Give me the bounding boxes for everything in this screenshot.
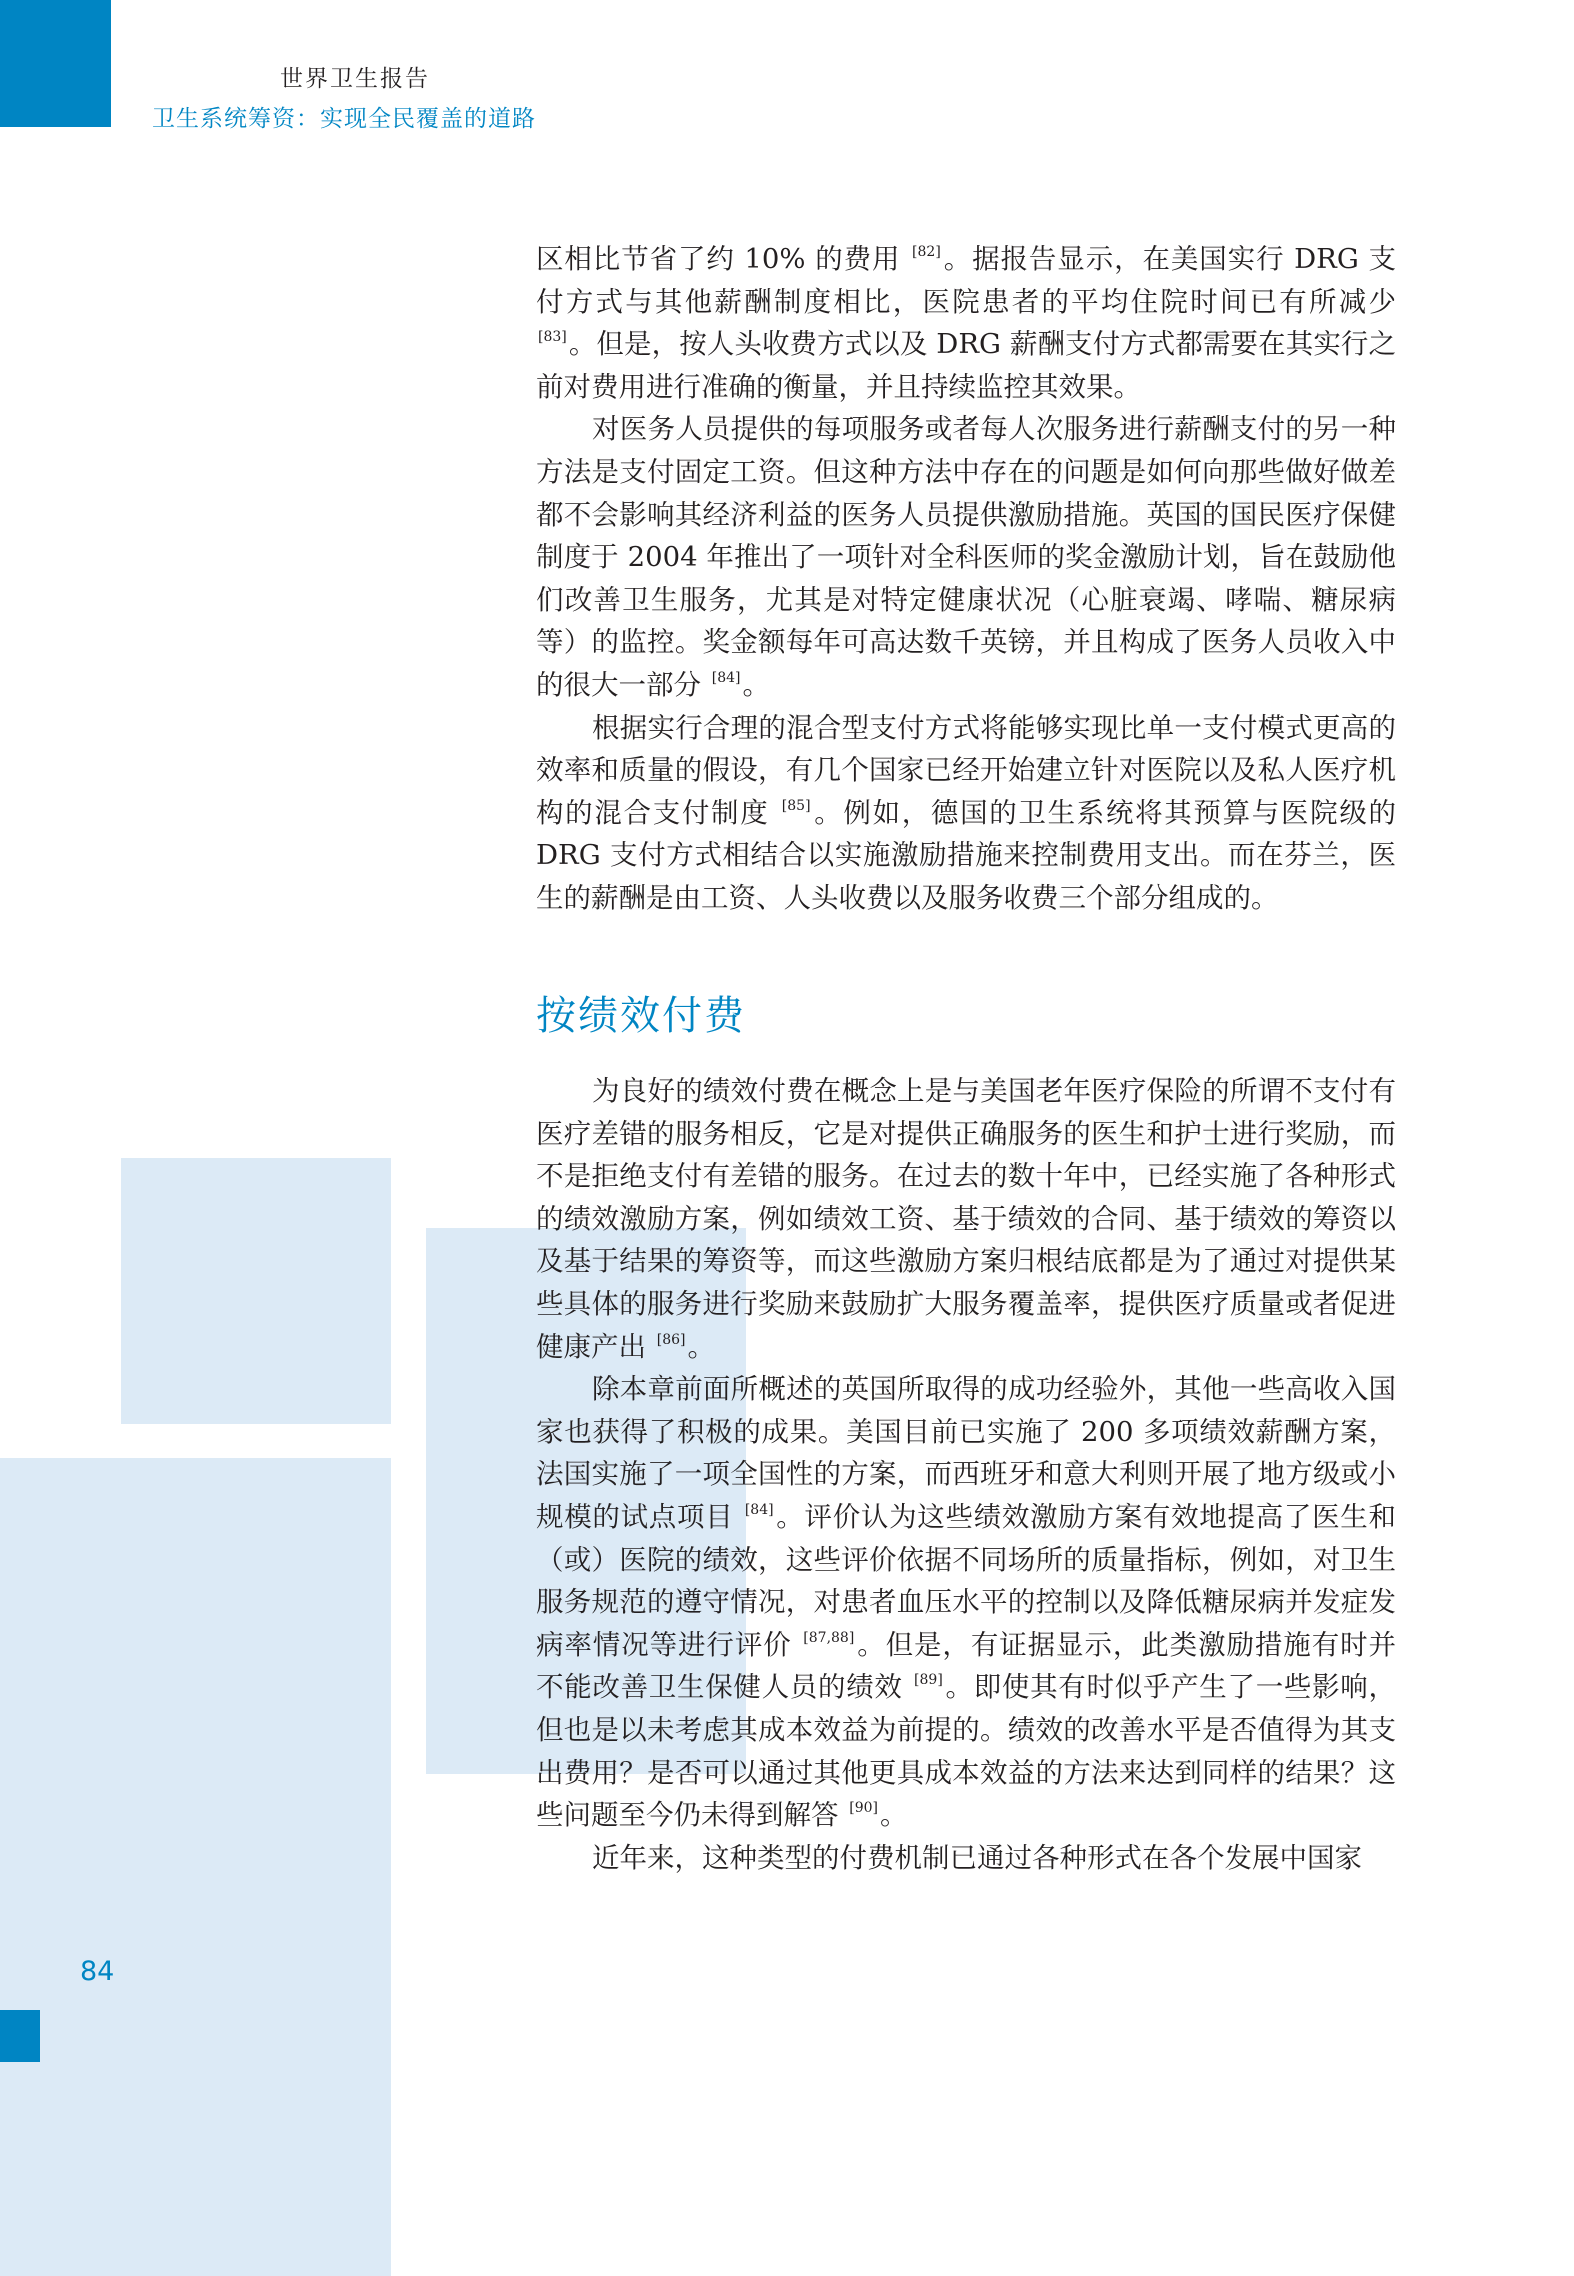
report-title: 世界卫生报告: [280, 66, 430, 92]
section-heading: 按绩效付费: [536, 993, 746, 1039]
decorative-square-1: [121, 1158, 391, 1424]
page-number: 84: [80, 1956, 115, 1987]
citation-ref: [85]: [781, 797, 811, 814]
bottom-accent-bar: [0, 2010, 40, 2062]
paragraph: [536, 707, 1396, 920]
paragraph: [536, 1070, 1396, 1368]
citation-ref: [90]: [849, 1800, 878, 1817]
paragraph: [536, 1837, 1396, 1880]
citation-ref: [83]: [538, 329, 567, 346]
report-subtitle: 卫生系统筹资：实现全民覆盖的道路: [152, 106, 536, 132]
text-run: 。评价认为这些绩效激励方案有效地提高了医生和（或）医院的绩效，这些评价依据不同场所的质量指标，例如，对卫生服务规范的遵守情况，对患者血压水平的控制以及降低糖尿病并发症发病率情况等进行评价: [536, 1500, 1396, 1661]
citation-ref: [84]: [744, 1501, 774, 1518]
text-run: 。但是，按人头收费方式以及 DRG 薪酬支付方式都需要在其实行之前对费用进行准确的衡量，并且持续监控其效果。: [536, 328, 1396, 403]
text-run: 根据实行合理的混合型支付方式将能够实现比单一支付模式更高的效率和质量的假设，有几个国家已经开始建立针对医院以及私人医疗机构的混合支付制度: [536, 711, 1396, 829]
text-run: 。: [880, 1799, 908, 1832]
text-run: 。例如，德国的卫生系统将其预算与医院级的 DRG 支付方式相结合以实施激励措施来控制费用支出。而在芬兰，医生的薪酬是由工资、人头收费以及服务收费三个部分组成的。: [536, 796, 1396, 914]
text-run: 。: [687, 1330, 715, 1363]
citation-ref: [82]: [912, 244, 941, 260]
text-run: 。据报告显示，在美国实行 DRG 支付方式与其他薪酬制度相比，医院患者的平均住院时间已有所减少: [536, 243, 1396, 318]
citation-ref: [86]: [656, 1331, 686, 1348]
text-run: 。但是，有证据显示，此类激励措施有时并不能改善卫生保健人员的绩效: [536, 1628, 1396, 1704]
text-run: 。: [742, 668, 770, 701]
text-run: 除本章前面所概述的英国所取得的成功经验外，其他一些高收入国家也获得了积极的成果。美国目前已实施了 200 多项绩效薪酬方案，法国实施了一项全国性的方案，而西班牙和意大利则开展了地方级或小规模的试点项目: [536, 1373, 1396, 1533]
citation-ref: [89]: [914, 1672, 943, 1689]
paragraph: [536, 408, 1396, 706]
text-run: 区相比节省了约 10% 的费用: [536, 243, 911, 275]
corner-accent-block: [0, 0, 111, 127]
citation-ref: [87,88]: [803, 1629, 855, 1646]
paragraph: [536, 1368, 1396, 1837]
text-run: 为良好的绩效付费在概念上是与美国老年医疗保险的所谓不支付有医疗差错的服务相反，它是对提供正确服务的医生和护士进行奖励，而不是拒绝支付有差错的服务。在过去的数十年中，已经实施了各种形式的绩效激励方案，例如绩效工资、基于绩效的合同、基于绩效的筹资以及基于结果的筹资等，而这些激励方案归根结底都是为了通过对提供某些具体的服务进行奖励来鼓励扩大服务覆盖率，提供医疗质量或者促进健康产出: [536, 1075, 1396, 1363]
text-run: 对医务人员提供的每项服务或者每人次服务进行薪酬支付的另一种方法是支付固定工资。但这种方法中存在的问题是如何向那些做好做差都不会影响其经济利益的医务人员提供激励措施。英国的国民医疗保健制度于 2004 年推出了一项针对全科医师的奖金激励计划，旨在鼓励他们改善卫生服务，尤其是对特定健康状况（心脏衰竭、哮喘、糖尿病等）的监控。奖金额每年可高达数千英镑，并且构成了医务人员收入中的很大一部分: [536, 413, 1396, 701]
body-text-bottom: [536, 1070, 1396, 1879]
decorative-square-3: [0, 1458, 391, 2276]
citation-ref: [84]: [711, 669, 741, 686]
paragraph: [536, 238, 1396, 408]
text-run: 。即使其有时似乎产生了一些影响，但也是以未考虑其成本效益为前提的。绩效的改善水平是否值得为其支出费用？是否可以通过其他更具成本效益的方法来达到同样的结果？这些问题至今仍未得到解答: [536, 1671, 1396, 1832]
text-run: 近年来，这种类型的付费机制已通过各种形式在各个发展中国家: [592, 1841, 1362, 1874]
body-text-top: [536, 238, 1396, 920]
